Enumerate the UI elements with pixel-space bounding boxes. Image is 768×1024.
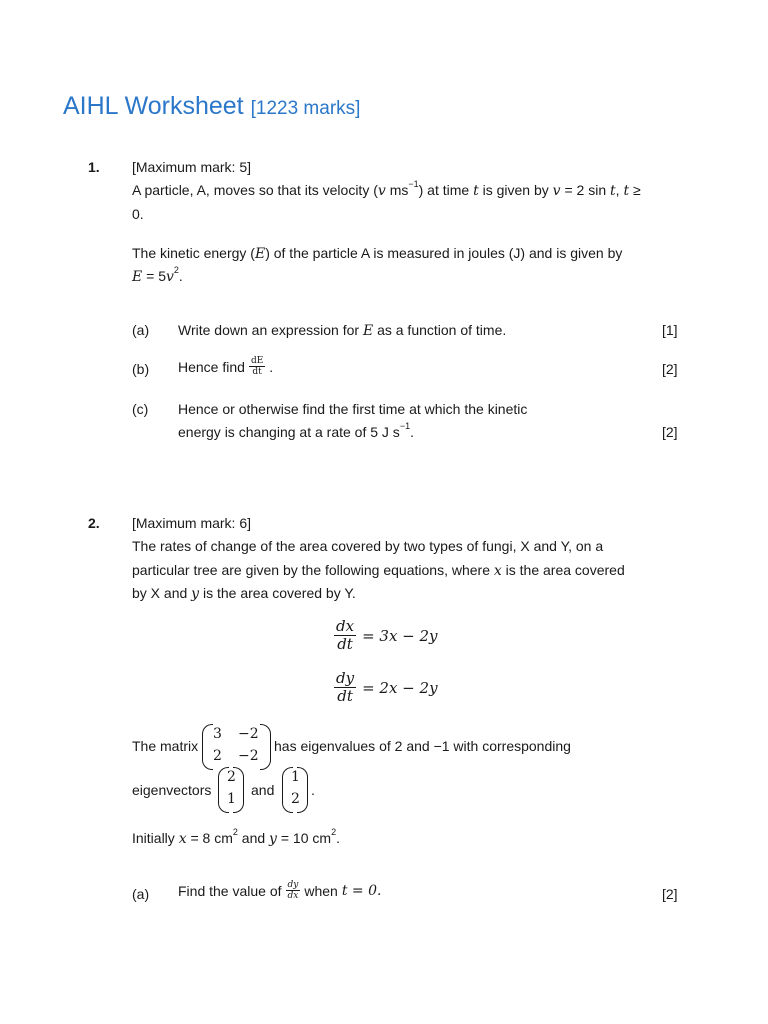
- matrix: 3 −2 2 −2: [202, 724, 270, 768]
- question-2-number: 2.: [88, 515, 100, 531]
- q1-part-a-text: Write down an expression for E as a function of time.: [178, 322, 507, 339]
- question-2-line1: The rates of change of the area covered by two types of fungi, X and Y, on a: [132, 538, 604, 554]
- q1-part-c-label: (c): [132, 401, 149, 417]
- eigenvectors-label: eigenvectors: [132, 782, 212, 798]
- question-1-intro-line1: A particle, A, moves so that its velocity (v $ms^{-1}$) at time t is given by v = 2 sin t, t ≥: [132, 179, 641, 199]
- q1-part-b-label: (b): [132, 361, 150, 377]
- dE-dt-fraction: $\frac{dE}{dt}$: [250, 356, 264, 378]
- q2-part-a-label: (a): [132, 886, 150, 902]
- dy-dx-fraction: $\frac{dy}{dx}$: [287, 880, 299, 902]
- title-marks: [1223 marks]: [250, 98, 361, 119]
- question-1-number: 1.: [88, 159, 100, 175]
- question-1-max-mark: [Maximum mark: 5]: [132, 159, 252, 175]
- eigenvectors-and: and: [251, 782, 275, 798]
- q1-part-b-text: Hence find $\frac{dE}{dt}$ .: [178, 356, 274, 378]
- equation-dy-dt: $\frac{dy}{dt}$ = 2x − 2y: [336, 669, 438, 706]
- q1-part-c-line2: energy is changing at a rate of 5 J $s^{-1}$.: [178, 421, 414, 440]
- q1-part-a-marks: [1]: [662, 322, 678, 338]
- question-1-ke-line2: $E = 5v^2$.: [132, 265, 183, 285]
- eigenvector-1: 2 1: [218, 767, 244, 811]
- title-main: AIHL Worksheet: [63, 92, 244, 120]
- q2-part-a-marks: [2]: [662, 886, 678, 902]
- initial-conditions: Initially x = 8 $cm^2$ and y = 10 $cm^2$.: [132, 827, 340, 847]
- question-2-line3: by X and y is the area covered by Y.: [132, 585, 356, 602]
- q2-part-a-text: Find the value of $\frac{dy}{dx}$ when t = 0.: [178, 880, 382, 902]
- eigenvector-2: 1 2: [282, 767, 308, 811]
- worksheet-title: [63, 92, 360, 121]
- q1-part-b-marks: [2]: [662, 361, 678, 377]
- question-1-intro-line2: 0.: [132, 206, 144, 222]
- question-2-max-mark: [Maximum mark: 6]: [132, 515, 252, 531]
- question-2-line2: particular tree are given by the following equations, where x is the area covered: [132, 562, 625, 579]
- q1-part-c-marks: [2]: [662, 424, 678, 440]
- equation-dx-dt: $\frac{dx}{dt}$ = 3x − 2y: [336, 617, 438, 654]
- question-1-ke-line1: The kinetic energy (E) of the particle A is measured in joules (J) and is given by: [132, 245, 623, 262]
- matrix-label: The matrix: [132, 738, 199, 754]
- eigenvalues-text: has eigenvalues of 2 and −1 with corresponding: [274, 738, 571, 754]
- eigenvectors-period: .: [311, 782, 315, 798]
- q1-part-a-label: (a): [132, 322, 150, 338]
- q1-part-c-line1: Hence or otherwise find the first time at which the kinetic: [178, 401, 528, 417]
